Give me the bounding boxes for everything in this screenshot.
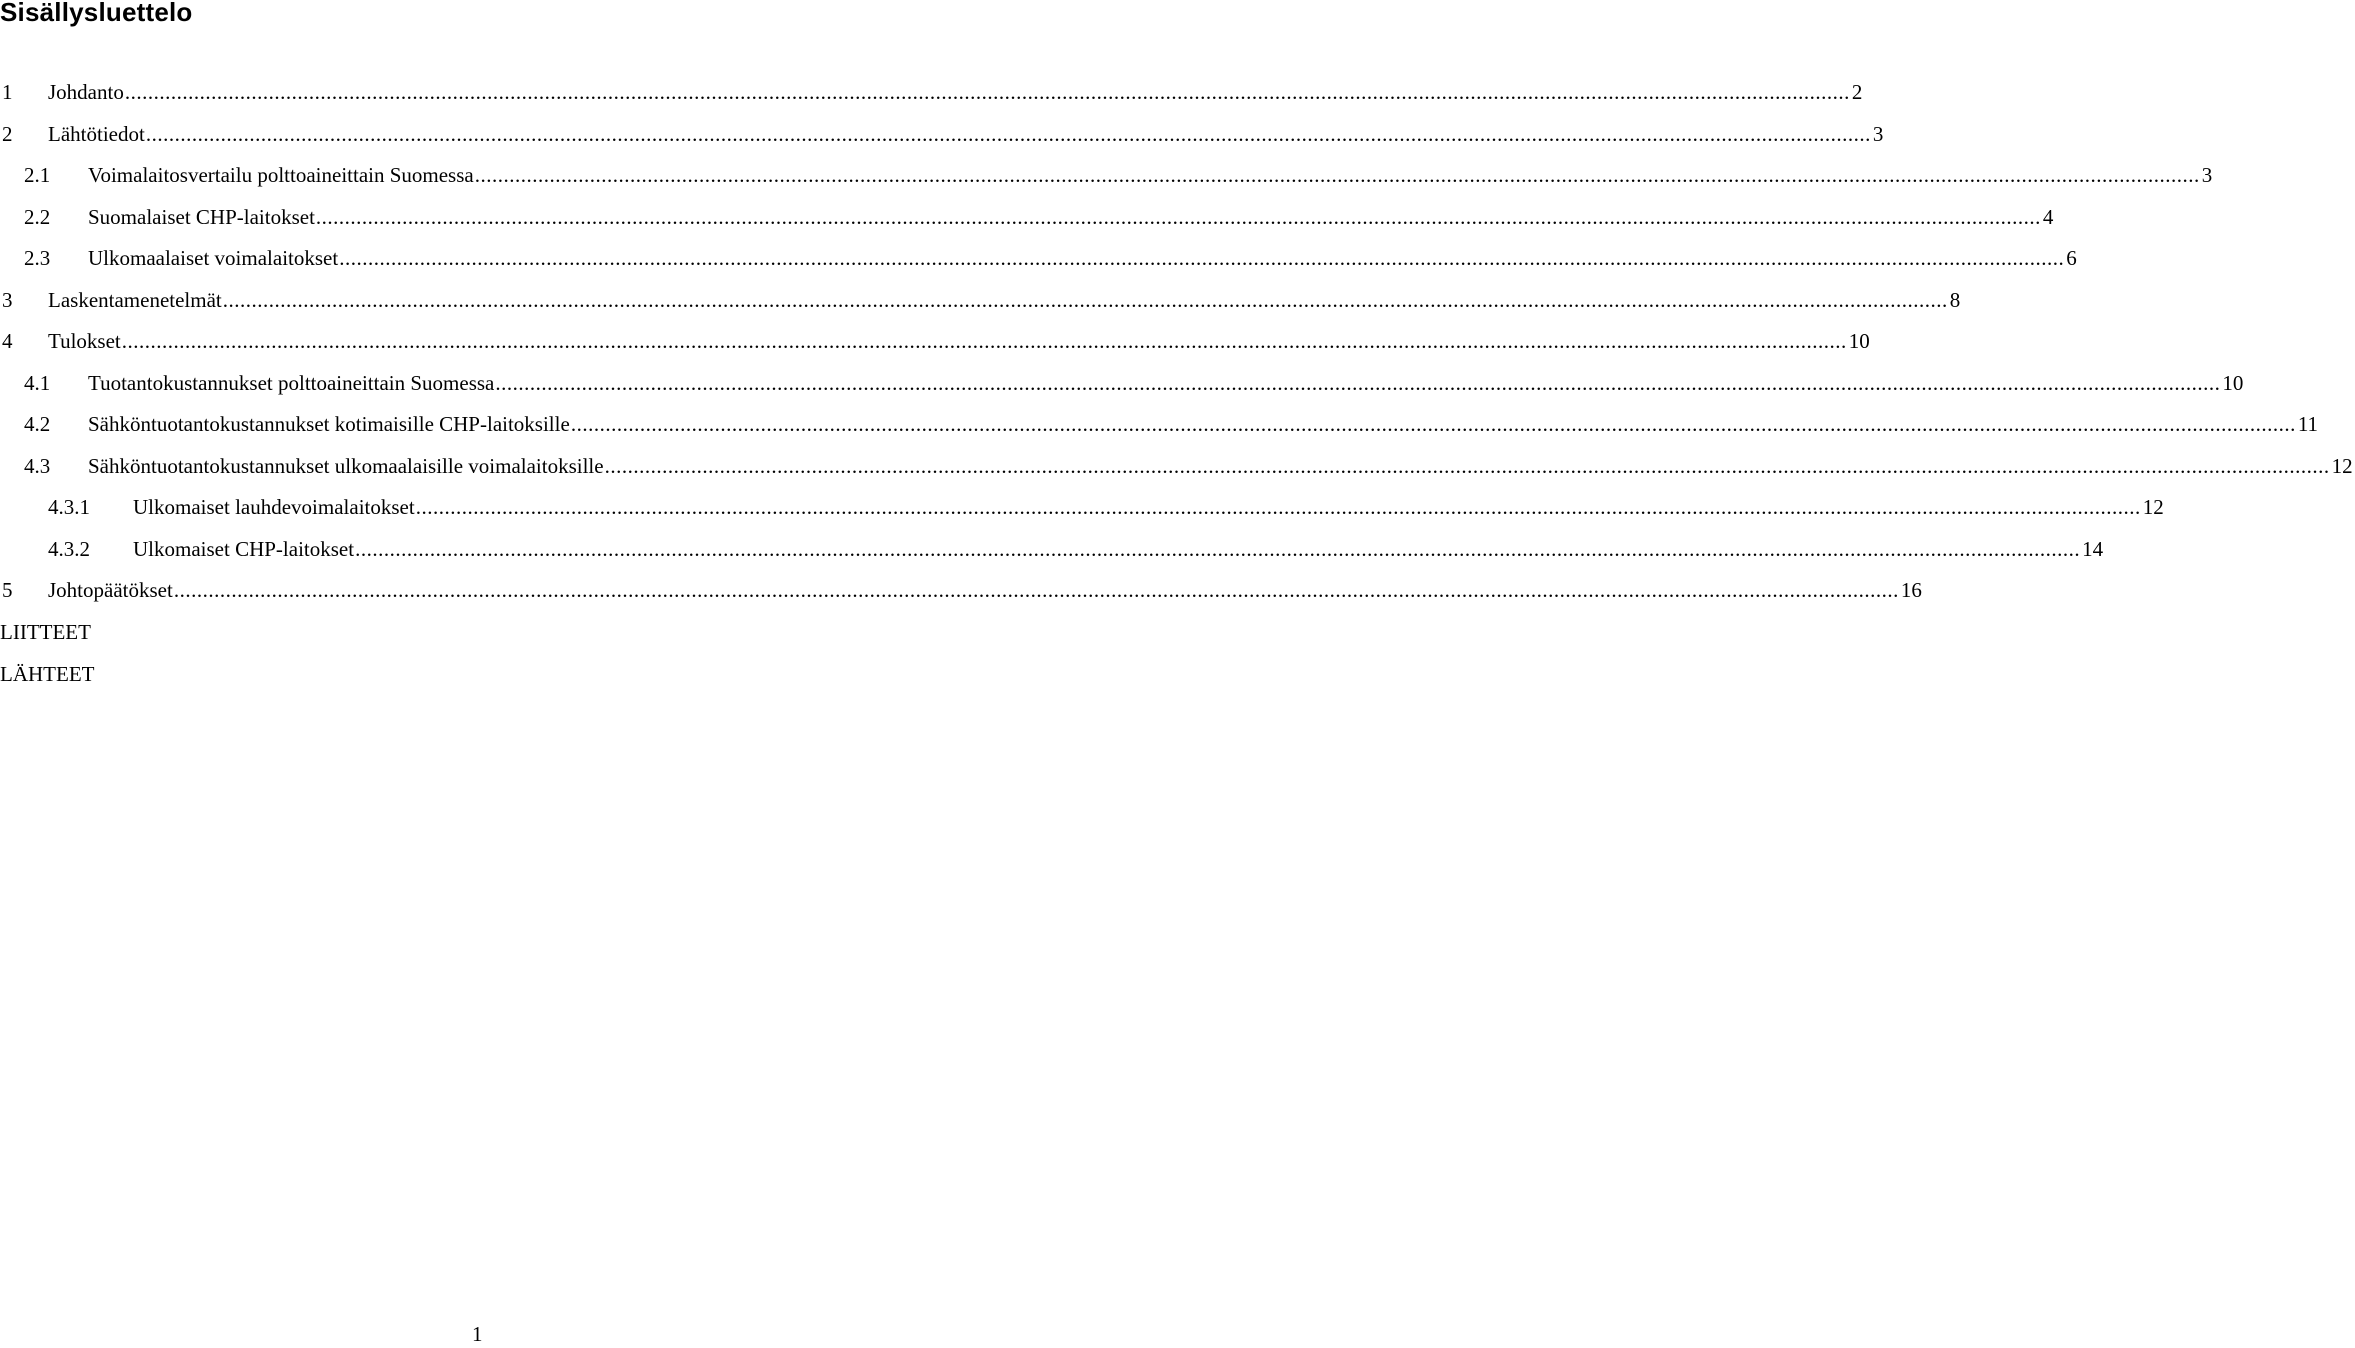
toc-entry[interactable] [0, 448, 2353, 490]
toc-entry[interactable] [0, 489, 2164, 531]
toc-number: 4.1 [24, 370, 51, 395]
dot-leader: ............................................................................................................................................................................................................................................................................................................ [315, 204, 2041, 229]
toc-title: Ulkomaiset CHP-laitokset [133, 536, 355, 561]
toc-entry[interactable] [0, 74, 1863, 116]
toc-number: 1 [2, 80, 13, 104]
toc-number: 2.1 [24, 163, 51, 187]
toc-title: Lähtötiedot [48, 121, 145, 146]
dot-leader: ............................................................................................................................................................................................................................................................................................................ [474, 163, 2200, 187]
toc-number: 4.3.2 [48, 536, 90, 561]
toc-title: Voimalaitosvertailu polttoaineittain Suomessa [88, 163, 474, 187]
toc-page: 3 [1872, 121, 1884, 146]
dot-leader: ............................................................................................................................................................................................................................................................................................................ [121, 329, 1847, 353]
dot-leader: ............................................................................................................................................................................................................................................................................................................ [495, 370, 2221, 395]
toc-title: Tulokset [48, 329, 121, 353]
toc-page: 2 [1851, 80, 1863, 104]
toc-entry[interactable] [0, 240, 2077, 282]
dot-leader: ............................................................................................................................................................................................................................................................................................................ [222, 287, 1948, 312]
toc-entry[interactable] [0, 282, 1961, 324]
toc-page: 12 [2331, 453, 2353, 478]
toc-page: 6 [2066, 246, 2077, 270]
toc-entry[interactable] [0, 116, 1884, 158]
page-number: 1 [472, 1322, 483, 1346]
toc-title: Laskentamenetelmät [48, 287, 222, 312]
toc-title: Sähköntuotantokustannukset kotimaisille CHP-laitoksille [88, 412, 570, 436]
toc-entry[interactable] [0, 531, 2104, 573]
toc-title: Ulkomaalaiset voimalaitokset [88, 246, 339, 270]
toc-number: 2 [2, 121, 13, 146]
dot-leader: ............................................................................................................................................................................................................................................................................................................ [604, 453, 2330, 478]
toc-entry[interactable] [0, 406, 2319, 448]
toc-title: Tuotantokustannukset polttoaineittain Suomessa [88, 370, 495, 395]
page-title: Sisällysluettelo [0, 0, 193, 27]
toc-number: 3 [2, 287, 13, 312]
toc-page: 12 [2142, 495, 2164, 519]
toc-number: 4.3.1 [48, 495, 90, 519]
toc-page: 3 [2201, 163, 2213, 187]
dot-leader: ............................................................................................................................................................................................................................................................................................................ [339, 246, 2065, 270]
toc-entry[interactable] [0, 572, 1922, 614]
toc-title: Sähköntuotantokustannukset ulkomaalaisille voimalaitoksille [88, 453, 604, 478]
references-heading: LÄHTEET [0, 662, 95, 686]
toc-number: 4.3 [24, 453, 51, 478]
toc-number: 4.2 [24, 412, 51, 436]
toc-entry[interactable] [0, 365, 2244, 407]
dot-leader: ............................................................................................................................................................................................................................................................................................................ [124, 80, 1850, 104]
toc-entry[interactable] [0, 323, 1870, 365]
toc-title: Suomalaiset CHP-laitokset [88, 204, 315, 229]
toc-page: 10 [1848, 329, 1870, 353]
toc-page: 8 [1949, 287, 1961, 312]
table-of-contents [0, 74, 2353, 614]
dot-leader: ............................................................................................................................................................................................................................................................................................................ [415, 495, 2141, 519]
toc-entry[interactable] [0, 199, 2054, 241]
toc-number: 2.2 [24, 204, 51, 229]
toc-number: 4 [2, 329, 13, 353]
dot-leader: ............................................................................................................................................................................................................................................................................................................ [570, 412, 2296, 436]
dot-leader: ............................................................................................................................................................................................................................................................................................................ [355, 536, 2081, 561]
toc-page: 4 [2042, 204, 2054, 229]
toc-number: 2.3 [24, 246, 51, 270]
toc-page: 16 [1900, 578, 1922, 602]
toc-title: Ulkomaiset lauhdevoimalaitokset [133, 495, 415, 519]
toc-title: Johtopäätökset [48, 578, 173, 602]
appendix-heading: LIITTEET [0, 620, 91, 644]
dot-leader: ............................................................................................................................................................................................................................................................................................................ [145, 121, 1871, 146]
toc-page: 11 [2297, 412, 2319, 436]
toc-entry[interactable] [0, 157, 2213, 199]
toc-page: 14 [2082, 536, 2104, 561]
toc-page: 10 [2222, 370, 2244, 395]
toc-number: 5 [2, 578, 13, 602]
toc-title: Johdanto [48, 80, 124, 104]
dot-leader: ............................................................................................................................................................................................................................................................................................................ [173, 578, 1899, 602]
